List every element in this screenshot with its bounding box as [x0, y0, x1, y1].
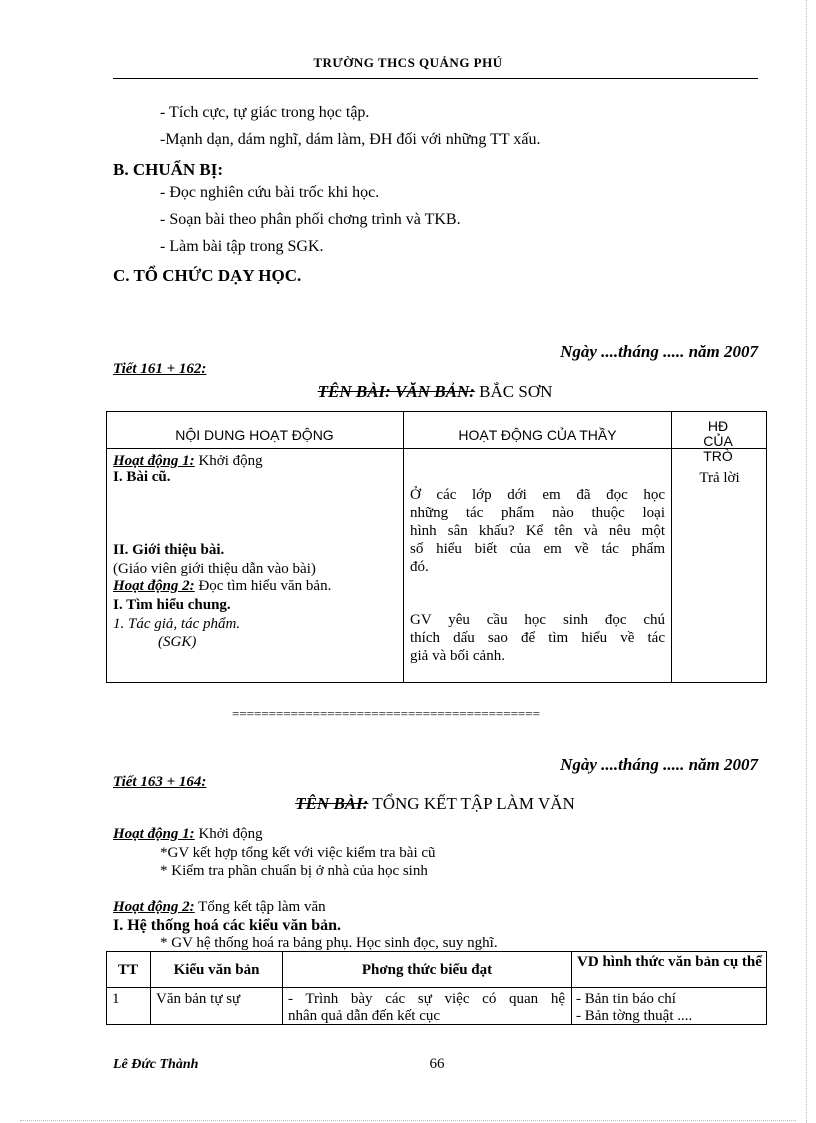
lesson2-row-1-vd — [576, 991, 692, 1025]
lesson1-header-noi-dung: NỘI DUNG HOẠT ĐỘNG — [175, 427, 334, 443]
lesson2-tiet: Tiết 163 + 164: — [113, 774, 207, 790]
section-b-item-2: - Soạn bài theo phân phối chơng trình và TKB. — [160, 211, 461, 228]
lesson2-row-1-phuong-thuc — [288, 991, 565, 1025]
lesson2-hd2-label: Hoạt động 2: — [113, 899, 195, 915]
lesson1-hd2-label: Hoạt động 2: — [113, 578, 195, 594]
lesson1-question-1 — [410, 486, 665, 576]
lesson1-hd1-text: Khởi động — [194, 453, 263, 469]
lesson1-tac-gia: 1. Tác giả, tác phẩm. — [113, 616, 241, 632]
section-b-title: B. CHUẨN BỊ: — [113, 160, 224, 179]
lesson2-section-i: I. Hệ thống hoá các kiểu văn bản. — [113, 917, 342, 934]
lesson2-title — [0, 794, 816, 814]
lesson1-question-1-line: những tác phẩm nào thuộc loại — [410, 505, 665, 521]
lesson2-row-1-phuong-thuc-line: - Trình bày các sự việc có quan hệ — [288, 991, 565, 1007]
lesson1-gioi-thieu-note: (Giáo viên giới thiệu dẫn vào bài) — [113, 561, 316, 577]
lesson2-row-1-tt: 1 — [112, 991, 120, 1007]
lesson1-tim-hieu: I. Tìm hiểu chung. — [113, 597, 231, 613]
lesson2-hd1-item-1: *GV kết hợp tổng kết với việc kiểm tra bài cũ — [160, 845, 436, 861]
lesson1-hd1-label: Hoạt động 1: — [113, 453, 195, 469]
lesson1-table-header-rule — [106, 448, 767, 449]
footer-author: Lê Đức Thành — [113, 1057, 199, 1072]
lesson2-row-1-vd-line: - Bản tin báo chí — [576, 991, 676, 1007]
section-c-title: C. TỔ CHỨC DẠY HỌC. — [113, 266, 302, 285]
lesson2-note: * GV hệ thống hoá ra bảng phụ. Học sinh đọc, suy nghĩ. — [160, 935, 498, 951]
lesson2-header-kieu: Kiểu văn bản — [173, 962, 260, 978]
lesson1-question-2-line: thích dấu sao để tìm hiểu về tác — [410, 630, 665, 646]
lesson1-table-col-divider-2 — [671, 411, 672, 683]
lesson2-date: Ngày ....tháng ..... năm 2007 — [560, 755, 758, 774]
section-b-item-1: - Đọc nghiên cứu bài trốc khi học. — [160, 184, 380, 201]
lesson1-title-value: BẮC SƠN — [479, 382, 553, 401]
lesson1-table-col-divider-1 — [403, 411, 404, 683]
lesson1-question-1-line: hình sân khấu? Kể tên và nêu một — [410, 523, 665, 539]
lesson2-hd1-label: Hoạt động 1: — [113, 826, 195, 842]
lesson2-hd2-text: Tổng kết tập làm văn — [194, 899, 326, 915]
lesson2-header-vd: VD hình thức văn bản cụ thể — [577, 954, 762, 970]
lesson1-hd1 — [113, 453, 263, 470]
lesson1-answer: Trả lời — [699, 470, 740, 486]
lesson1-gioi-thieu: II. Giới thiệu bài. — [113, 542, 225, 558]
lesson2-header-tt: TT — [117, 962, 138, 978]
lesson1-hd2 — [113, 578, 331, 595]
lesson1-sgk: (SGK) — [158, 634, 197, 650]
lesson2-hd1-item-2: * Kiểm tra phần chuẩn bị ở nhà của học sinh — [160, 863, 428, 879]
lesson2-title-value: TỔNG KẾT TẬP LÀM VĂN — [372, 794, 575, 813]
lesson1-question-2-line: GV yêu cầu học sinh đọc chú — [410, 612, 665, 628]
lesson1-question-1-line: Ở các lớp dới em đã đọc học — [410, 487, 665, 503]
page-right-margin-guide — [806, 0, 807, 1123]
lesson1-title-label: TÊN BÀI: VĂN BẢN: — [317, 382, 475, 401]
lesson1-date: Ngày ....tháng ..... năm 2007 — [560, 342, 758, 361]
lesson2-row-1-vd-line: - Bản tờng thuật .... — [576, 1008, 693, 1024]
page-bottom-margin-guide — [20, 1120, 796, 1121]
section-b-item-3: - Làm bài tập trong SGK. — [160, 238, 324, 255]
lesson1-question-1-line: số hiểu biết của em về tác phẩm — [410, 541, 665, 557]
lesson2-hd1-text: Khởi động — [194, 826, 263, 842]
footer-page-number: 66 — [429, 1056, 445, 1072]
lesson2-header-phuong-thuc: Phơng thức biểu đạt — [361, 962, 493, 978]
top-item-2: -Mạnh dạn, dám nghĩ, dám làm, ĐH đối với những TT xấu. — [160, 131, 541, 148]
page-header-school: TRƯỜNG THCS QUẢNG PHÚ — [313, 55, 503, 70]
lesson1-header-hd-tro: HĐ CỦA TRÒ — [703, 418, 733, 464]
lesson2-row-1-phuong-thuc-line: nhân quả dẫn đến kết cục — [288, 1008, 441, 1024]
lesson2-title-label: TÊN BÀI: — [295, 794, 369, 813]
lesson1-header-hoat-dong-thay: HOẠT ĐỘNG CỦA THẦY — [458, 427, 617, 443]
lesson2-hd1 — [113, 826, 263, 843]
section-separator: ========================================== — [232, 706, 540, 721]
lesson2-row-1-kieu: Văn bản tự sự — [156, 991, 241, 1007]
top-item-1: - Tích cực, tự giác trong học tập. — [160, 104, 370, 121]
lesson1-hd2-text: Đọc tìm hiểu văn bản. — [194, 578, 332, 594]
lesson1-question-2-line: giả và bối cảnh. — [410, 648, 505, 664]
lesson2-table-header-rule — [106, 987, 767, 988]
lesson2-hd2 — [113, 899, 326, 916]
lesson1-tiet: Tiết 161 + 162: — [113, 361, 207, 377]
lesson1-bai-cu: I. Bài cũ. — [113, 469, 171, 485]
lesson1-question-1-line: đó. — [410, 559, 429, 575]
lesson1-question-2 — [410, 611, 665, 665]
lesson1-title — [0, 382, 816, 402]
header-rule — [113, 78, 758, 79]
